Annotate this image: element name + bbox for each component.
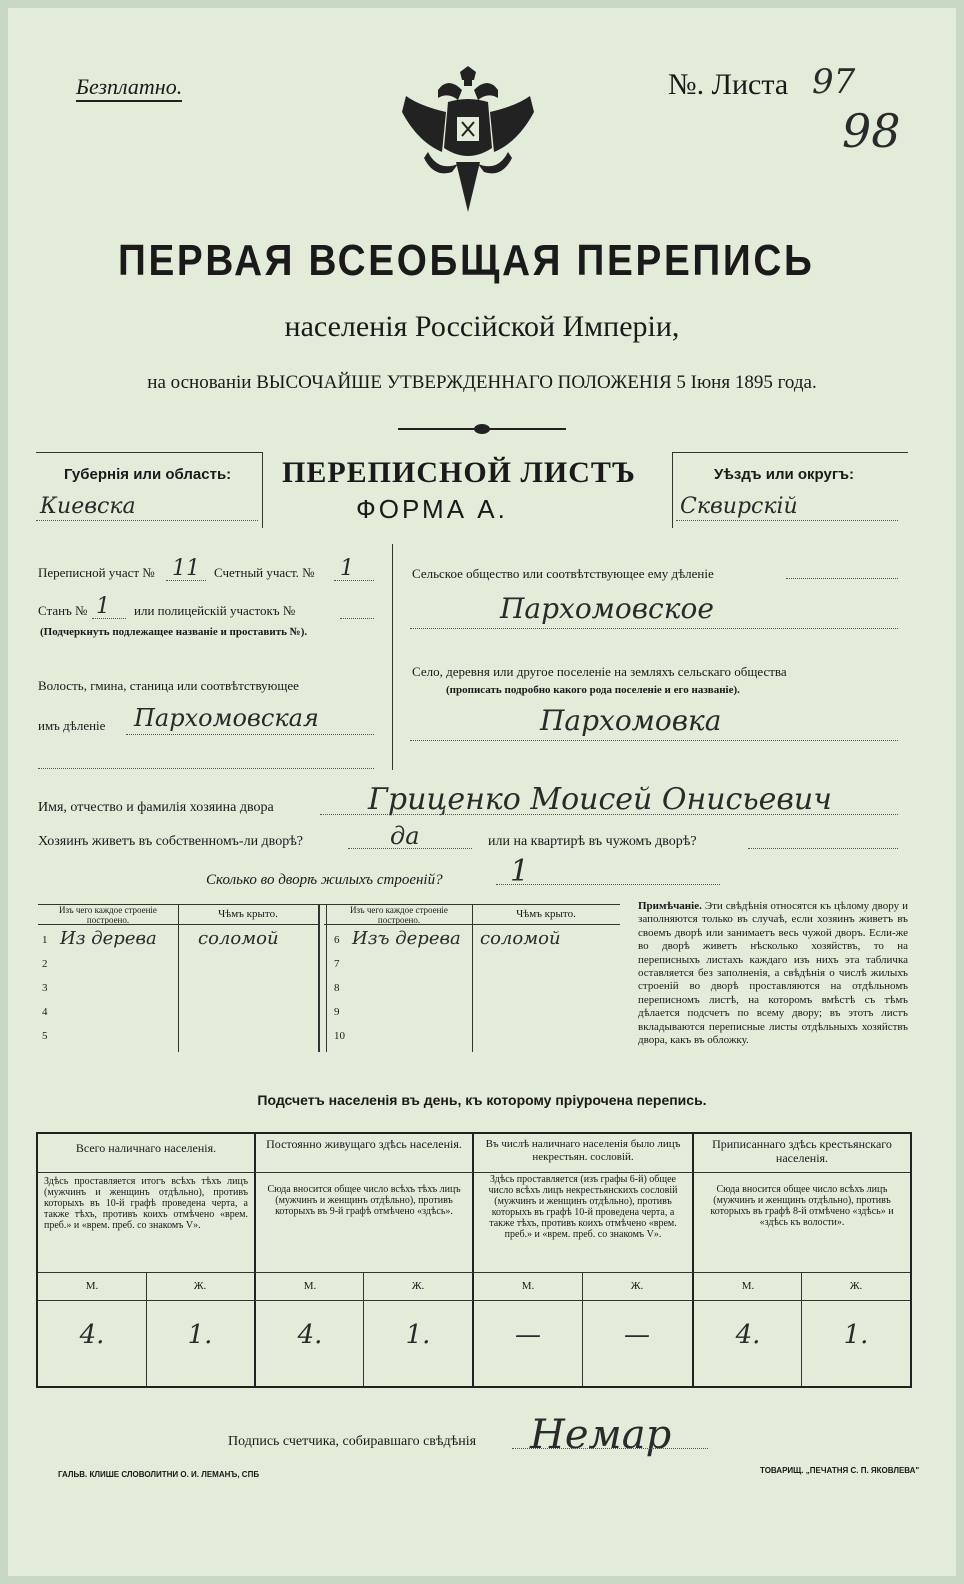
free-label: Безплатно. bbox=[76, 74, 182, 102]
owner-name-label: Имя, отчество и фамилія хозяина двора bbox=[38, 800, 274, 815]
society-value: Пархомовское bbox=[500, 592, 714, 625]
enumerator-signature: Немар bbox=[530, 1412, 672, 1458]
sheet-title: ПЕРЕПИСНОЙ ЛИСТЪ bbox=[282, 456, 636, 489]
page-subtitle: населенія Россійской Имперіи, bbox=[284, 310, 680, 343]
material-column-header-right: Изъ чего каждое строеніе построено. bbox=[350, 905, 448, 925]
buildings-table bbox=[38, 904, 620, 1054]
stan-label: Станъ № bbox=[38, 603, 88, 618]
district-label: Уѣздъ или округъ: bbox=[714, 466, 855, 483]
count-district-value: 1 bbox=[340, 556, 354, 581]
population-table bbox=[36, 1132, 912, 1388]
owner-name-value: Гриценко Моисей Онисьевич bbox=[368, 782, 832, 817]
legal-basis: на основаніи ВЫСОЧАЙШЕ УТВЕРЖДЕННАГО ПОЛОЖЕНІЯ 5 Іюня 1895 года. bbox=[147, 372, 817, 393]
buildings-rows-left bbox=[38, 928, 320, 1048]
non-peasant-male-value: — bbox=[515, 1320, 541, 1350]
registered-peasant-column: Приписаннаго здѣсь крестьянскаго населенія. Сюда вносится общее число всѣхъ лицъ (мужчинъ и женщинъ отдѣльно), противъ которыхъ въ графѣ 8-й отмѣчено «здѣсь» и «здѣсь къ волости». М. Ж. 4. 1. bbox=[694, 1134, 910, 1386]
buildings-rows-right bbox=[330, 928, 620, 1048]
table-row: 4 bbox=[42, 1006, 48, 1018]
table-row: 9 bbox=[334, 1006, 340, 1018]
total-male-value: 4. bbox=[79, 1320, 105, 1350]
note-text: Эти свѣдѣнія относятся къ цѣлому двору и заполняются только въ случаѣ, если хозяинъ живетъ въ своемъ дворѣ или занимаетъ весь чужой дворъ. Если-же во дворѣ живетъ нѣсколько хозяйствъ, то на переписныхъ листахъ каждаго изъ нихъ эта табличка оставляется без заполненія, а свѣдѣнія о числѣ жилыхъ строеній во дворѣ проставляются на отдѣльномъ переписномъ листѣ, на которомъ вмѣстѣ съ тѣмъ дѣлается подсчетъ по всему двору; въ этотъ листъ вкладываются переписные листы отдѣльныхъ хозяйствъ двора, какъ въ обложку. bbox=[638, 900, 908, 1047]
permanent-male-value: 4. bbox=[297, 1320, 323, 1350]
census-district-label: Переписной участ № bbox=[38, 565, 155, 580]
society-label: Сельское общество или соотвѣтствующее ему дѣленіе bbox=[412, 566, 714, 581]
decorative-divider bbox=[398, 424, 566, 434]
table-row: 8 bbox=[334, 982, 340, 994]
province-value: Киевска bbox=[40, 494, 136, 519]
non-peasant-column: Въ числѣ наличнаго населенія было лицъ некрестьян. сословій. Здѣсь проставляется (изъ графы 6-й) общее число всѣхъ лицъ некрестьянскихъ сословій (мужчинъ и женщинъ отдѣльно), противъ которыхъ въ графѣ 10-й проведена черта, а также тѣхъ, противъ коихъ отмѣчено «врем. преб.» и «врем. преб. со знакомъ V». М. Ж. — — bbox=[474, 1134, 692, 1386]
buildings-count-label: Сколько во дворѣ жилыхъ строеній? bbox=[206, 872, 443, 888]
roof-column-header: Чѣмъ крыто. bbox=[218, 908, 278, 920]
footer-right: ТОВАРИЩ. „ПЕЧАТНЯ С. П. ЯКОВЛЕВА" bbox=[760, 1466, 920, 1475]
table-row: 2 bbox=[42, 958, 48, 970]
permanent-female-value: 1. bbox=[405, 1320, 431, 1350]
sheet-number-correction: 98 bbox=[842, 104, 901, 158]
table-row: 6 Изъ дерева соломой bbox=[334, 928, 561, 949]
sheet-number-value: 97 bbox=[812, 62, 856, 102]
sheet-number-label: №. Листа bbox=[668, 68, 789, 101]
footer-left: ГАЛЬВ. КЛИШЕ СЛОВОЛИТНИ О. И. ЛЕМАНЪ, СПБ bbox=[58, 1470, 260, 1479]
total-population-column: Всего наличнаго населенія. Здѣсь проставляется итогъ всѣхъ тѣхъ лицъ (мужчинъ и женщинъ отдѣльно), противъ которыхъ въ 10-й графѣ проведена черта, а также тѣхъ, противъ коихъ отмѣчено «врем. преб.» и «врем. преб. со знакомъ V». М. Ж. 4. 1. bbox=[38, 1134, 254, 1386]
table-row: 7 bbox=[334, 958, 340, 970]
table-row: 1 Из дерева соломой bbox=[42, 928, 279, 949]
material-column-header: Изъ чего каждое строеніе построено. bbox=[59, 905, 157, 925]
village-note: (прописать подробно какого рода поселеніе и его названіе). bbox=[446, 684, 740, 696]
census-district-value: 11 bbox=[172, 556, 200, 581]
volost-label-line-1: Волость, гмина, станица или соотвѣтствующее bbox=[38, 678, 299, 693]
underline-note: (Подчеркнуть подлежащее названіе и проставить №). bbox=[40, 626, 308, 638]
table-row: 3 bbox=[42, 982, 48, 994]
population-heading: Подсчетъ населенія въ день, къ которому пріурочена перепись. bbox=[257, 1092, 707, 1108]
table-row: 5 bbox=[42, 1030, 48, 1042]
note-block bbox=[638, 900, 908, 1047]
stan-value: 1 bbox=[96, 594, 110, 619]
police-label: или полицейскій участокъ № bbox=[134, 603, 296, 618]
page-title: ПЕРВАЯ ВСЕОБЩАЯ ПЕРЕПИСЬ bbox=[118, 236, 815, 285]
village-value: Пархомовка bbox=[540, 704, 722, 737]
signature-label: Подпись счетчика, собиравшаго свѣдѣнія bbox=[228, 1434, 477, 1449]
permanent-population-column: Постоянно живущаго здѣсь населенія. Сюда вносится общее число всѣхъ тѣхъ лицъ (мужчинъ и женщинъ отдѣльно), противъ которыхъ въ 9-й графѣ отмѣчено «здѣсь». М. Ж. 4. 1. bbox=[256, 1134, 472, 1386]
table-row: 10 bbox=[334, 1030, 345, 1042]
form-label: ФОРМА А. bbox=[356, 494, 508, 524]
province-label: Губернія или область: bbox=[64, 466, 232, 483]
double-headed-eagle-emblem-icon bbox=[398, 66, 538, 216]
registered-male-value: 4. bbox=[735, 1320, 761, 1350]
total-female-value: 1. bbox=[187, 1320, 213, 1350]
count-district-label: Счетный участ. № bbox=[214, 565, 315, 580]
buildings-count-value: 1 bbox=[510, 854, 530, 889]
registered-female-value: 1. bbox=[843, 1320, 869, 1350]
non-peasant-female-value: — bbox=[624, 1320, 650, 1350]
district-value: Сквирскій bbox=[680, 494, 798, 519]
village-label: Село, деревня или другое поселеніе на земляхъ сельскаго общества bbox=[412, 664, 787, 679]
volost-value: Пархомовская bbox=[134, 704, 319, 732]
rent-label: или на квартирѣ въ чужомъ дворѣ? bbox=[488, 834, 697, 849]
own-yard-label: Хозяинъ живетъ въ собственномъ-ли дворѣ? bbox=[38, 834, 304, 849]
note-heading: Примѣчаніе. bbox=[638, 900, 702, 912]
roof-column-header-right: Чѣмъ крыто. bbox=[516, 908, 576, 920]
volost-label-line-2: имъ дѣленіе bbox=[38, 718, 106, 733]
own-yard-value: да bbox=[390, 822, 420, 850]
